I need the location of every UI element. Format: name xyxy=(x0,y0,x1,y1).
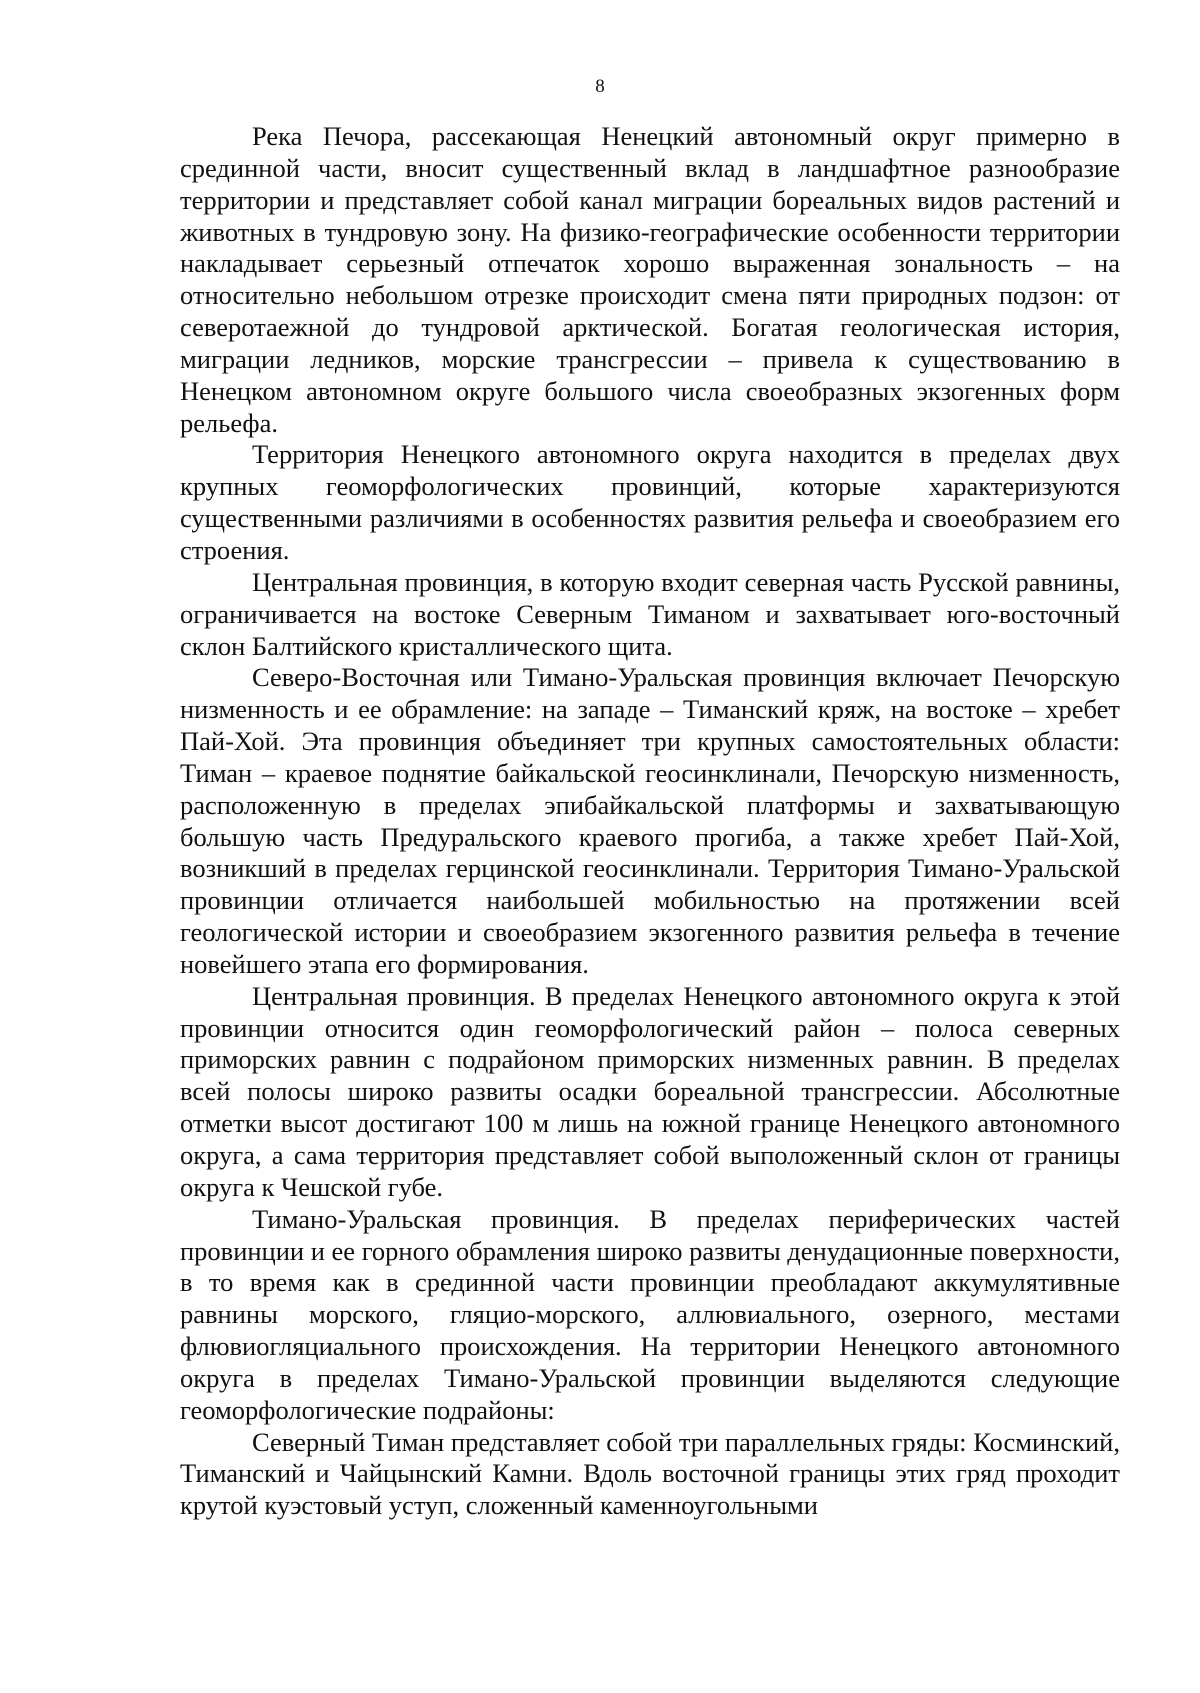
paragraph-central-province: Центральная провинция. В пределах Ненецкого автономного округа к этой провинции относится один геоморфологический район – полоса северных приморских равнин с подрайоном приморских низменных равнин. В пределах всей полосы широко развиты осадки бореальной трансгрессии. Абсолютные отметки высот достигают 100 м лишь на южной границе Ненецкого автономного округа, а сама территория представляет собой выположенный склон от границы округа к Чешской губе. xyxy=(180,980,1120,1202)
body-text xyxy=(180,121,1120,1522)
paragraph-geomorphological-provinces: Территория Ненецкого автономного округа находится в пределах двух крупных геоморфологических провинций, которые характеризуются существенными различиями в особенностях развития рельефа и своеобразием его строения. xyxy=(180,439,1120,565)
paragraph-northern-timan: Северный Тиман представляет собой три параллельных гряды: Косминский, Тиманский и Чайцынский Камни. Вдоль восточной границы этих гряд проходит крутой куэстовый уступ, сложенный каменноугольными xyxy=(180,1426,1120,1521)
paragraph-central-province-intro: Центральная провинция, в которую входит северная часть Русской равнины, ограничивается на востоке Северным Тиманом и захватывает юго-восточный склон Балтийского кристаллического щита. xyxy=(180,566,1120,661)
paragraph-pechora-river: Река Печора, рассекающая Ненецкий автономный округ примерно в срединной части, вносит существенный вклад в ландшафтное разнообразие территории и представляет собой канал миграции бореальных видов растений и животных в тундровую зону. На физико-географические особенности территории накладывает серьезный отпечаток хорошо выраженная зональность – на относительно небольшом отрезке происходит смена пяти природных подзон: от северотаежной до тундровой арктической. Богатая геологическая история, миграции ледников, морские трансгрессии – привела к существованию в Ненецком автономном округе большого числа своеобразных экзогенных форм рельефа. xyxy=(180,121,1120,438)
paragraph-timan-ural-province: Тимано-Уральская провинция. В пределах периферических частей провинции и ее горного обрамления широко развиты денудационные поверхности, в то время как в срединной части провинции преобладают аккумулятивные равнины морского, гляцио-морского, аллювиального, озерного, местами флювиогляциального происхождения. На территории Ненецкого автономного округа в пределах Тимано-Уральской провинции выделяются следующие геоморфологические подрайоны: xyxy=(180,1203,1120,1425)
page-number: 8 xyxy=(595,76,605,97)
paragraph-timan-ural-province-intro: Северо-Восточная или Тимано-Уральская провинция включает Печорскую низменность и ее обрамление: на западе – Тиманский кряж, на востоке – хребет Пай-Хой. Эта провинция объединяет три крупных самостоятельных области: Тиман – краевое поднятие байкальской геосинклинали, Печорскую низменность, расположенную в пределах эпибайкальской платформы и захватывающую большую часть Предуральского краевого прогиба, а также хребет Пай-Хой, возникший в пределах герцинской геосинклинали. Территория Тимано-Уральской провинции отличается наибольшей мобильностью на протяжении всей геологической истории и своеобразием экзогенного развития рельефа в течение новейшего этапа его формирования. xyxy=(180,662,1120,979)
